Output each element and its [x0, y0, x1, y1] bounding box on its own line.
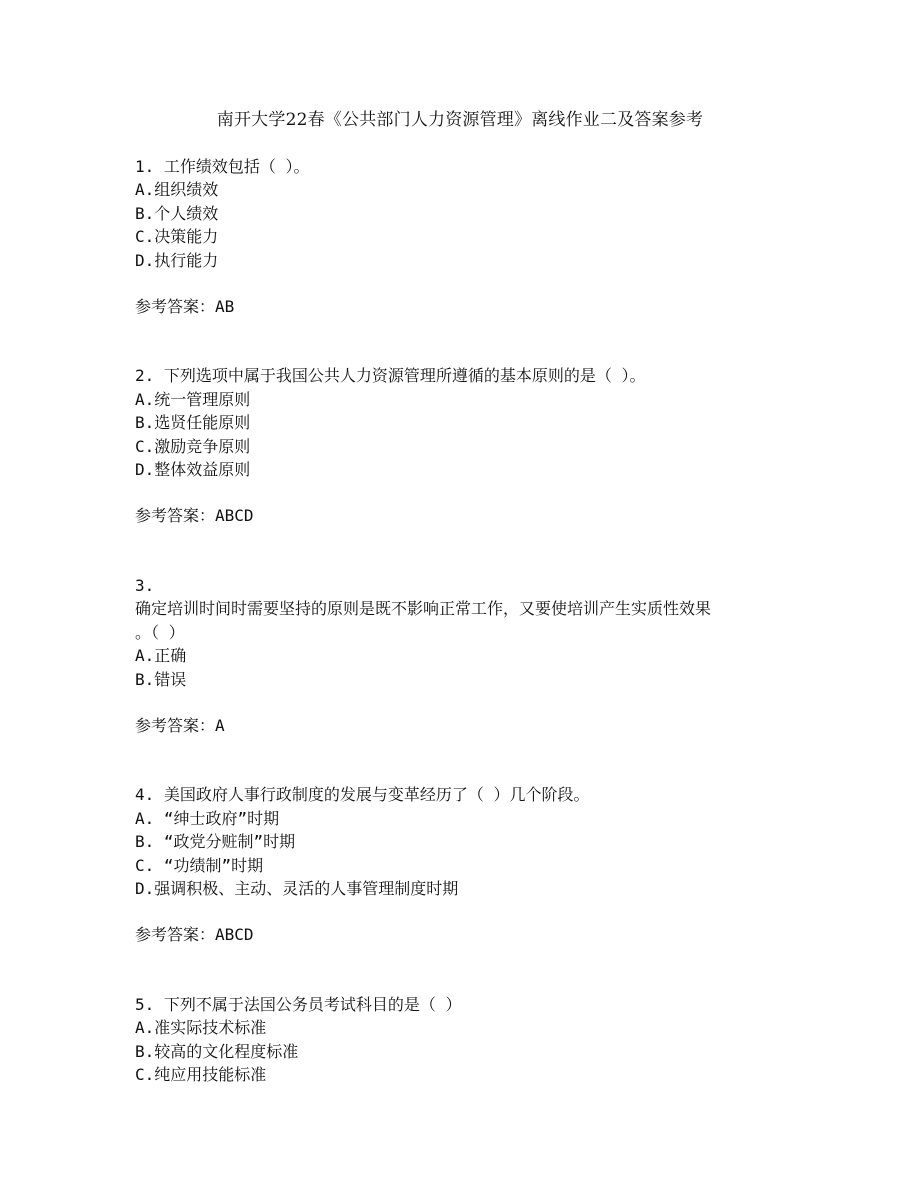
document-title: 南开大学22春《公共部门人力资源管理》离线作业二及答案参考 — [216, 110, 704, 130]
option-b: B. “政党分赃制”时期 — [135, 832, 296, 852]
question-stem: 4. 美国政府人事行政制度的发展与变革经历了（ ）几个阶段。 — [135, 785, 590, 805]
reference-answer: 参考答案：A — [135, 715, 225, 735]
question-1 — [135, 155, 795, 318]
question-3 — [135, 574, 795, 737]
option-c: C.决策能力 — [135, 227, 219, 247]
question-2 — [135, 364, 795, 527]
option-a: A.准实际技术标准 — [135, 1018, 267, 1038]
option-a: A.正确 — [135, 646, 187, 666]
option-c: C. “功绩制”时期 — [135, 855, 264, 875]
option-b: B.错误 — [135, 669, 187, 689]
reference-answer: 参考答案：ABCD — [135, 506, 254, 526]
option-d: D.整体效益原则 — [135, 460, 251, 480]
option-d: D.强调积极、主动、灵活的人事管理制度时期 — [135, 878, 459, 898]
question-stem: 1. 工作绩效包括（ ）。 — [135, 157, 310, 176]
reference-answer: 参考答案：AB — [135, 297, 235, 317]
question-stem: 3. 确定培训时间时需要坚持的原则是既不影响正常工作，又要使培训产生实质性效果 。（ ） — [135, 575, 712, 642]
option-b: B.个人绩效 — [135, 203, 219, 223]
option-a: A. “绅士政府”时期 — [135, 808, 280, 828]
option-b: B.较高的文化程度标准 — [135, 1041, 299, 1061]
option-a: A.统一管理原则 — [135, 389, 251, 409]
question-stem: 5. 下列不属于法国公务员考试科目的是（ ） — [135, 994, 462, 1014]
option-a: A.组织绩效 — [135, 180, 219, 200]
option-c: C.激励竞争原则 — [135, 436, 251, 456]
option-c: C.纯应用技能标准 — [135, 1064, 267, 1084]
option-b: B.选贤任能原则 — [135, 413, 251, 433]
option-d: D.执行能力 — [135, 250, 219, 270]
question-4 — [135, 783, 795, 946]
question-stem: 2. 下列选项中属于我国公共人力资源管理所遵循的基本原则的是（ ）。 — [135, 366, 646, 386]
reference-answer: 参考答案：ABCD — [135, 925, 254, 945]
question-5 — [135, 993, 795, 1087]
question-list — [135, 155, 795, 1086]
